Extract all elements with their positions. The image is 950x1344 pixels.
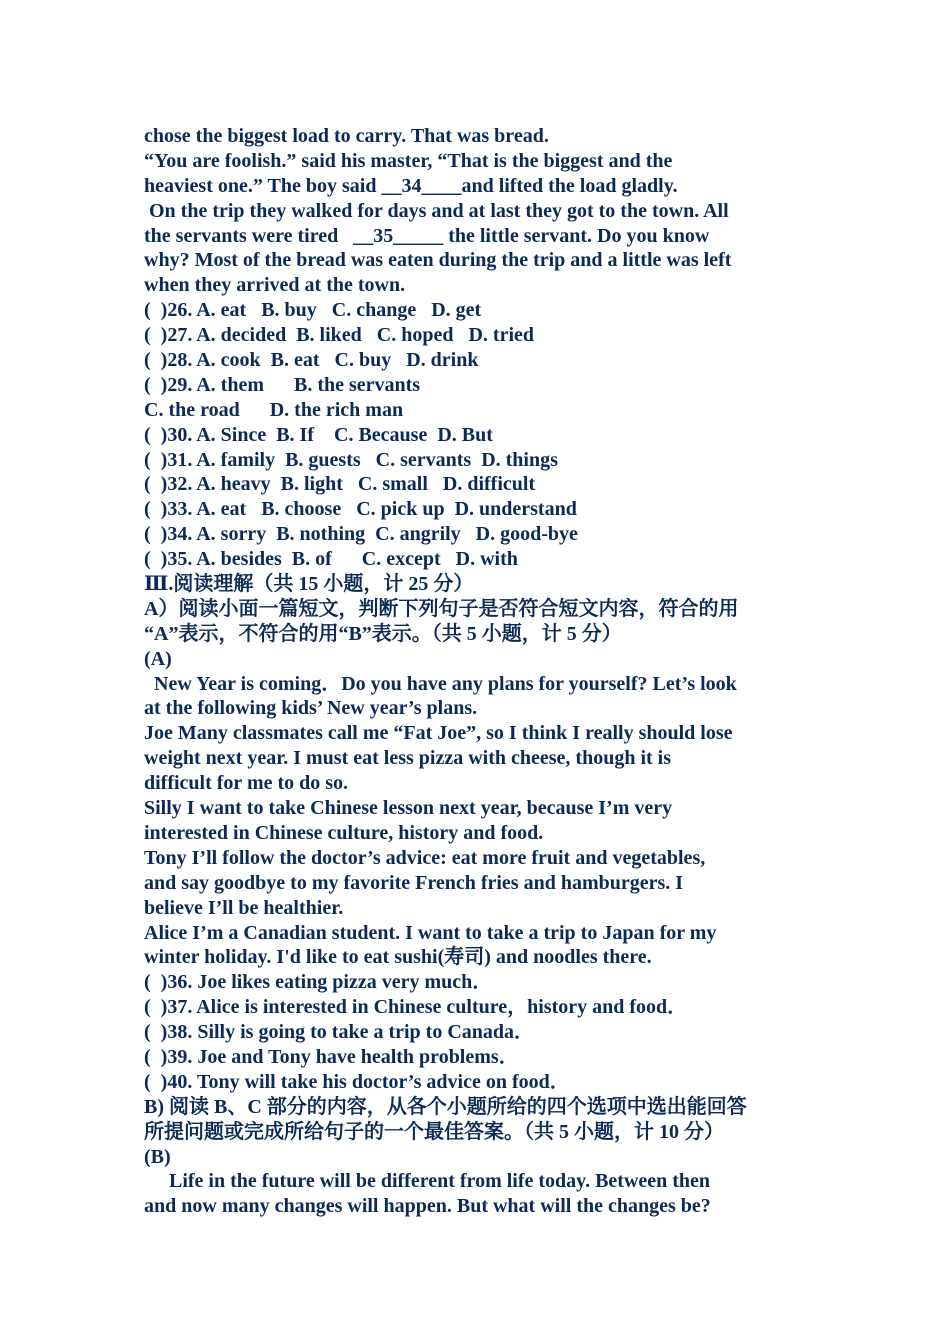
- text-line: Alice I’m a Canadian student. I want to take a trip to Japan for my: [144, 921, 717, 944]
- document-text: [144, 124, 824, 1219]
- text-line: ( )37. Alice is interested in Chinese culture，history and food．: [144, 996, 688, 1019]
- text-line: ( )33. A. eat B. choose C. pick up D. understand: [144, 498, 577, 521]
- text-line: at the following kids’ New year’s plans.: [144, 697, 478, 720]
- text-line: “You are foolish.” said his master, “That is the biggest and the: [144, 149, 673, 172]
- text-line: ( )30. A. Since B. If C. Because D. But: [144, 423, 493, 446]
- text-line: ( )35. A. besides B. of C. except D. with: [144, 548, 518, 571]
- text-line: interested in Chinese culture, history and food.: [144, 821, 544, 844]
- text-line: believe I’ll be healthier.: [144, 896, 344, 919]
- text-line: Ⅲ.阅读理解（共 15 小题，计 25 分）: [144, 573, 474, 596]
- text-line: ( )31. A. family B. guests C. servants D. things: [144, 448, 558, 471]
- text-line: difficult for me to do so.: [144, 772, 349, 795]
- text-line: (B): [144, 1145, 171, 1168]
- text-line: ( )38. Silly is going to take a trip to Canada．: [144, 1021, 535, 1044]
- text-line: chose the biggest load to carry. That was bread.: [144, 125, 549, 147]
- text-line: weight next year. I must eat less pizza with cheese, though it is: [144, 747, 672, 770]
- text-line: why? Most of the bread was eaten during the trip and a little was left: [144, 249, 732, 272]
- text-line: C. the road D. the rich man: [144, 398, 404, 421]
- text-line: ( )32. A. heavy B. light C. small D. difficult: [144, 473, 536, 496]
- text-line: Joe Many classmates call me “Fat Joe”, so I think I really should lose: [144, 722, 733, 745]
- text-line: and now many changes will happen. But what will the changes be?: [144, 1195, 711, 1218]
- text-line: Life in the future will be different from life today. Between then: [144, 1170, 711, 1193]
- text-line: ( )29. A. them B. the servants: [144, 373, 421, 396]
- document-page: [144, 124, 824, 1219]
- text-line: A）阅读小面一篇短文，判断下列句子是否符合短文内容，符合的用: [144, 597, 739, 620]
- text-line: ( )28. A. cook B. eat C. buy D. drink: [144, 349, 479, 372]
- text-line: ( )40. Tony will take his doctor’s advice on food．: [144, 1070, 570, 1093]
- text-line: 所提问题或完成所给句子的一个最佳答案。（共 5 小题，计 10 分）: [144, 1120, 724, 1143]
- text-line: “A”表示，不符合的用“B”表示。（共 5 小题，计 5 分）: [144, 622, 622, 645]
- text-line: Tony I’ll follow the doctor’s advice: eat more fruit and vegetables,: [144, 846, 706, 869]
- text-line: ( )27. A. decided B. liked C. hoped D. tried: [144, 324, 535, 347]
- text-line: On the trip they walked for days and at last they got to the town. All: [144, 199, 729, 222]
- text-line: (A): [144, 647, 172, 670]
- text-line: Silly I want to take Chinese lesson next year, because I’m very: [144, 797, 673, 820]
- text-line: ( )36. Joe likes eating pizza very much．: [144, 971, 493, 994]
- text-line: B) 阅读 B、C 部分的内容，从各个小题所给的四个选项中选出能回答: [144, 1095, 747, 1118]
- text-line: heaviest one.” The boy said __34____and lifted the load gladly.: [144, 174, 678, 197]
- text-line: ( )39. Joe and Tony have health problems．: [144, 1045, 519, 1068]
- text-line: New Year is coming．Do you have any plans for yourself? Let’s look: [144, 672, 737, 695]
- text-line: ( )26. A. eat B. buy C. change D. get: [144, 299, 482, 322]
- text-line: winter holiday. I'd like to eat sushi(寿司) and noodles there.: [144, 946, 652, 969]
- text-line: and say goodbye to my favorite French fries and hamburgers. I: [144, 871, 684, 894]
- text-line: when they arrived at the town.: [144, 274, 406, 297]
- text-line: ( )34. A. sorry B. nothing C. angrily D. good-bye: [144, 523, 578, 546]
- text-line: the servants were tired __35_____ the little servant. Do you know: [144, 224, 710, 247]
